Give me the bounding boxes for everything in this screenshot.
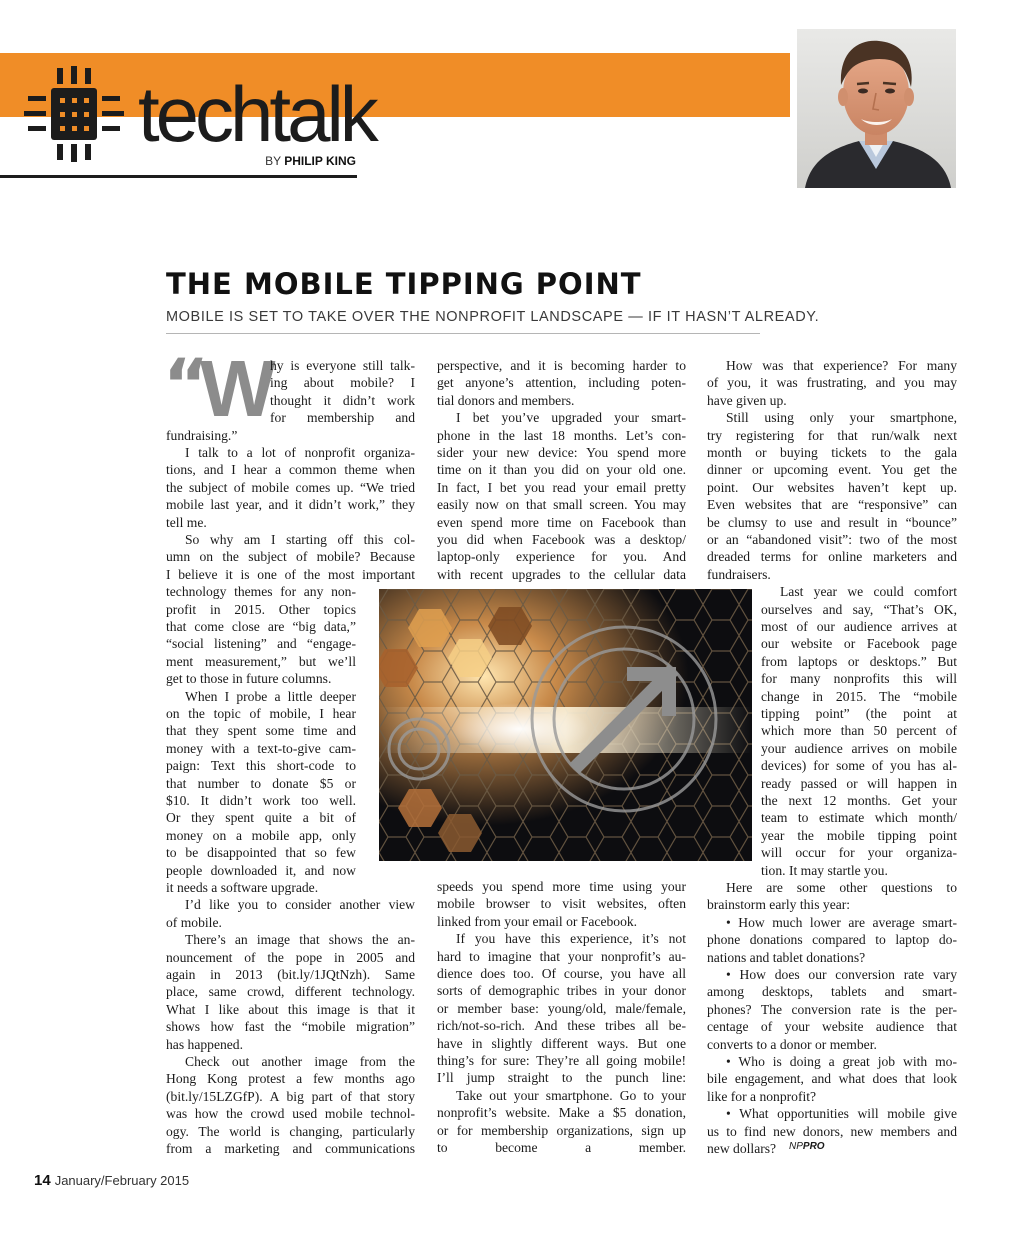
- header-rule: [0, 175, 357, 178]
- text-line: time on it than you did on your old one.: [437, 462, 686, 478]
- text-line: sider your new device: You spend more: [437, 445, 686, 460]
- text-line: Check out another image from the: [185, 1054, 415, 1069]
- text-line: How was that experience? For many: [726, 358, 957, 373]
- page-footer: [34, 1172, 189, 1190]
- text-line: nations and tablet donations?: [707, 949, 866, 965]
- text-line: your audience arrives on mobile: [761, 740, 957, 756]
- text-line: with recent upgrades to the cellular data: [437, 566, 686, 582]
- text-line: Here are some other questions to: [726, 880, 957, 895]
- text-line: for many nonprofits this will: [761, 671, 957, 687]
- text-line: technology themes for any non-: [166, 584, 356, 600]
- text-line: I believe it is one of the most important: [166, 566, 415, 582]
- text-line: thought it didn’t work: [270, 392, 415, 408]
- text-line: the subject of mobile comes up. “We tried: [166, 479, 415, 495]
- text-line: I’ll jump straight to the punch line:: [437, 1070, 686, 1086]
- text-line: “social listening” and “engage-: [166, 636, 356, 652]
- text-line: get to those in future columns.: [166, 671, 332, 687]
- end-mark-pro: PRO: [802, 1141, 825, 1152]
- text-line: point. Our websites haven’t kept up.: [707, 479, 957, 495]
- text-line: of you, it was frustrating, and you may: [707, 375, 957, 391]
- text-line: rich/not-so-rich. And these tribes all be-: [437, 1018, 686, 1034]
- text-line: to be disappointed that so few: [166, 845, 356, 861]
- text-line: from a marketing and communications: [166, 1141, 415, 1156]
- text-line: ing about mobile? I: [270, 375, 415, 391]
- text-line: most of our audience arrives at: [761, 619, 957, 634]
- text-line: I’d like you to consider another view: [185, 897, 415, 913]
- text-line: What I like about this image is that it: [166, 1001, 415, 1017]
- text-line: tial donors and members.: [437, 392, 575, 408]
- text-line: among desktops, tablets and smart-: [707, 984, 957, 1000]
- text-line: our website or Facebook page: [761, 636, 957, 652]
- text-line: has happened.: [166, 1036, 244, 1052]
- text-line: When I probe a little deeper: [185, 688, 356, 704]
- text-line: tipping point” (the point at: [761, 706, 957, 721]
- text-line: get anyone’s attention, including poten-: [437, 375, 686, 391]
- text-line: phones? The conversion rate is the per-: [707, 1001, 957, 1017]
- text-line: Or they spent quite a bit of: [166, 810, 356, 826]
- mobile-hexagon-illustration: [379, 589, 752, 861]
- text-line: So why am I starting off this col-: [185, 532, 415, 547]
- text-line: money with a text-to-give cam-: [166, 740, 356, 756]
- author-photo: [797, 29, 956, 188]
- text-line: ogy. The world is changing, particularly: [166, 1123, 415, 1139]
- text-line: sorts of demographic tribes in your donor: [437, 983, 686, 999]
- text-line: it needs a software upgrade.: [166, 880, 319, 895]
- text-line: If you have this experience, it’s not: [456, 931, 686, 947]
- text-line: dience does too. Of course, you have all: [437, 966, 686, 981]
- text-line: month or buying tickets to the gala: [707, 445, 957, 460]
- text-line: • Who is doing a great job with mo-: [726, 1054, 957, 1069]
- text-line: phone donations compared to laptop do-: [707, 932, 957, 948]
- text-line: paign: Text this short-code to: [166, 758, 356, 774]
- text-line: even spend more time on Facebook than: [437, 514, 686, 530]
- text-line: easily now on that small screen. You may: [437, 497, 686, 513]
- text-line: people downloaded it, and now: [166, 862, 356, 878]
- text-line: bile engagement, and what does that look: [707, 1071, 957, 1087]
- text-line: • How does our conversion rate vary: [726, 967, 957, 982]
- text-line: nonprofit’s website. Make a $5 donation,: [437, 1105, 686, 1121]
- text-line: fundraising.”: [166, 427, 238, 443]
- end-mark-np: NP: [789, 1141, 803, 1152]
- text-line: There’s an image that shows the an-: [185, 932, 415, 948]
- text-line: us to find new donors, new members and: [707, 1123, 957, 1139]
- text-line: change in 2015. The “mobile: [761, 688, 957, 704]
- text-line: that come close are “big data,”: [166, 619, 356, 634]
- text-line: new dollars?: [707, 1141, 777, 1156]
- text-line: year the mobile tipping point: [761, 827, 957, 843]
- text-line: fundraisers.: [707, 566, 771, 582]
- text-line: the next 12 months. Get your: [761, 793, 957, 808]
- text-line: or member base: young/old, male/female,: [437, 1000, 686, 1016]
- text-line: Even websites that are “responsive” can: [707, 497, 957, 513]
- article-headline: THE MOBILE TIPPING POINT: [166, 267, 642, 301]
- text-line: hard to imagine that your nonprofit’s au-: [437, 948, 686, 964]
- page-number: 14: [34, 1172, 51, 1189]
- text-line: phone in the last 18 months. Let’s con-: [437, 427, 686, 443]
- dek-divider: [166, 333, 760, 334]
- column-logo: techtalk: [138, 70, 375, 158]
- text-line: team to estimate which month/: [761, 810, 957, 826]
- author-name: PHILIP KING: [284, 154, 356, 168]
- text-line: dreaded terms for online marketers and: [707, 549, 957, 565]
- text-line: mobile browser to visit websites, often: [437, 896, 686, 912]
- text-line: Last year we could comfort: [780, 584, 957, 600]
- text-line: again in 2013 (bit.ly/1JQtNzh). Same: [166, 967, 415, 982]
- text-line: centage of your website audience that: [707, 1019, 957, 1035]
- text-line: converts to a donor or member.: [707, 1036, 877, 1052]
- text-line: speeds you spend more time using your: [437, 879, 686, 894]
- microchip-icon: [24, 66, 124, 162]
- issue-date: January/February 2015: [54, 1173, 190, 1188]
- text-line: was how the crowd used mobile technol-: [166, 1106, 415, 1122]
- text-line: nouncement of the pope in 2005 and: [166, 949, 415, 965]
- text-line: to become a member.: [437, 1140, 686, 1155]
- text-line: tell me.: [166, 514, 207, 530]
- text-line: perspective, and it is becoming harder to: [437, 358, 686, 373]
- text-line: from laptops or desktops.” But: [761, 653, 957, 669]
- text-line: have in slightly different ways. But one: [437, 1035, 686, 1051]
- text-line: that they spent some time and: [166, 723, 356, 739]
- text-line: tions, and I hear a common theme when: [166, 462, 415, 478]
- text-line: try registering for that run/walk next: [707, 427, 957, 443]
- text-line: for membership and: [270, 410, 415, 426]
- text-line: • What opportunities will mobile give: [726, 1106, 957, 1122]
- text-line: be clumsy to use and result in “bounce”: [707, 514, 957, 530]
- text-line: you did when Facebook was a desktop/: [437, 532, 686, 547]
- text-line: money on a mobile app, only: [166, 827, 356, 843]
- text-line: ready passed or will happen in: [761, 775, 957, 791]
- text-line: brainstorm early this year:: [707, 897, 851, 913]
- text-line: like for a nonprofit?: [707, 1088, 817, 1104]
- text-line: umn on the subject of mobile? Because: [166, 549, 415, 565]
- text-line: thing’s for sure: They’re all going mobile!: [437, 1053, 686, 1068]
- text-line: tion. It may startle you.: [761, 862, 888, 878]
- byline: [200, 153, 356, 169]
- drop-cap: W: [200, 344, 276, 433]
- text-line: laptop-only experience for you. And: [437, 549, 686, 565]
- text-line: profit in 2015. Other topics: [166, 601, 356, 617]
- text-line: Hong Kong protest a few months ago: [166, 1071, 415, 1087]
- text-line: (bit.ly/15LZGfP). A big part of that story: [166, 1088, 415, 1104]
- end-mark: [789, 1141, 825, 1152]
- text-line: I bet you’ve upgraded your smart-: [456, 410, 686, 426]
- text-line: will occur for your organiza-: [761, 845, 957, 861]
- text-line: $10. It didn’t work too well.: [166, 793, 356, 808]
- text-line: or an “abandoned visit”: two of the most: [707, 532, 957, 547]
- text-line: • How much lower are average smart-: [726, 914, 957, 930]
- text-line: place, same crowd, different technology.: [166, 984, 415, 1000]
- byline-prefix: BY: [265, 154, 281, 168]
- text-line: Take out your smartphone. Go to your: [456, 1087, 686, 1103]
- text-line: I talk to a lot of nonprofit organiza-: [185, 445, 415, 460]
- text-line: Still using only your smartphone,: [726, 410, 957, 426]
- text-line: dinner or upcoming event. You get the: [707, 462, 957, 478]
- text-line: shows how fast the “mobile migration”: [166, 1019, 415, 1035]
- text-line: ourselves and say, “That’s OK,: [761, 601, 957, 617]
- open-quote-mark: “: [163, 344, 210, 426]
- text-line: which more than 50 percent of: [761, 723, 957, 739]
- text-line: that number to donate $5 or: [166, 775, 356, 791]
- text-line: on the topic of mobile, I hear: [166, 706, 356, 721]
- text-line: ment measurement,” but we’ll: [166, 653, 356, 669]
- text-line: linked from your email or Facebook.: [437, 913, 638, 929]
- text-line: hy is everyone still talk-: [270, 358, 415, 373]
- text-line: of mobile.: [166, 914, 222, 930]
- text-line: have given up.: [707, 392, 787, 408]
- text-line: devices) for some of you has al-: [761, 758, 957, 774]
- text-line: or for membership organizations, sign up: [437, 1122, 686, 1138]
- text-line: In fact, I bet you read your email pretty: [437, 479, 686, 495]
- text-line: mobile last year, and it didn’t work,” they: [166, 497, 415, 513]
- article-dek: MOBILE IS SET TO TAKE OVER THE NONPROFIT LANDSCAPE — IF IT HASN’T ALREADY.: [166, 309, 820, 325]
